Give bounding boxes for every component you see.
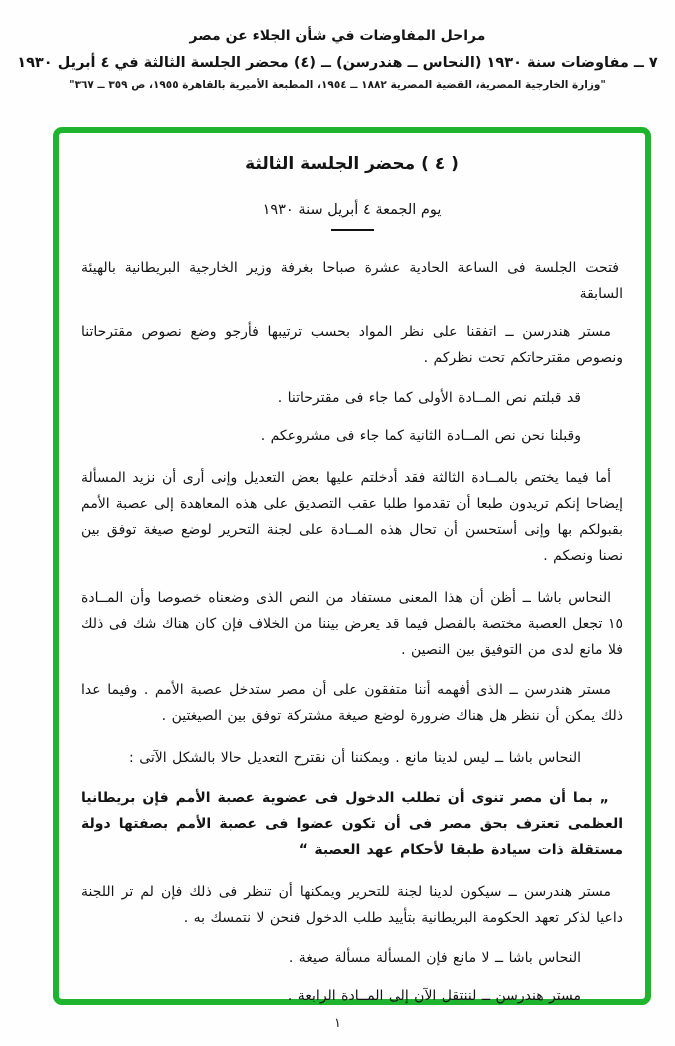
date-underline-rule [331,229,374,231]
paragraph-article-3: أما فيما يختص بالمــادة الثالثة فقد أدخلتم عليها بعض التعديل وإنى أرى أن نزيد المسألة إيضاحا إنكم تريدون طبعا أن تقدموا طلبا عقب التصديق على هذه المعاهدة إلى عصبة الأمم بقبولكم بها وإنى أستحسن أن تحال هذه المــادة على لجنة التحرير لوضع صيغة توفق بين نصنا ونصكم . [81,470,623,564]
paragraph-henderson-2: مستر هندرسن ــ الذى أفهمه أننا متفقون على أن مصر ستدخل عصبة الأمم . وفيما عدا ذلك يمكن أن ننظر هل هناك ضرورة لوضع صيغة مشتركة توفق بين الصيغتين . [81,682,623,724]
paragraph-proposed-amendment: „ بما أن مصر تنوى أن تطلب الدخول فى عضوية عصبة الأمم فإن بريطانيا العظمى تعترف بحق مصر فى أن تكون عضوا فى عصبة الأمم بصفتها دولة مستقلة ذات سيادة طبقا لأحكام عهد العصبة “ [81,790,623,858]
paragraph-nahhas-1: النحاس باشا ــ أظن أن هذا المعنى مستفاد من النص الذى وضعناه خصوصا وأن المــادة ١٥ تجعل العصبة مختصة بالفصل فيما قد يعرض بيننا من الخلاف فإن كان هناك شك فى ذلك فلا مانع لدى من التوفيق بين النصين . [81,590,623,658]
header-title: مراحل المفاوضات في شأن الجلاء عن مصر [189,28,486,44]
page-header [0,28,675,91]
paragraph-henderson-4: مستر هندرسن ــ لننتقل الآن إلى المــادة الرابعة . [287,988,581,1004]
paragraph-article-2: وقبلنا نحن نص المــادة الثانية كما جاء فى مشروعكم . [260,428,581,444]
session-date: يوم الجمعة ٤ أبريل سنة ١٩٣٠ [262,202,442,218]
paragraph-opening: فتحت الجلسة فى الساعة الحادية عشرة صباحا بغرفة وزير الخارجية البريطانية بالهيئة السابقة [81,260,623,302]
header-source-citation: "وزارة الخارجية المصرية، القضية المصرية ١٨٨٢ ــ ١٩٥٤، المطبعة الأميرية بالقاهرة ١٩٥٥، ص ٣٥٩ ــ ٣٦٧" [69,79,606,91]
session-title: ( ٤ ) محضر الجلسة الثالثة [245,154,459,174]
paragraph-nahhas-2: النحاس باشا ــ ليس لدينا مانع . ويمكننا أن نقترح التعديل حالا بالشكل الآتى : [129,750,581,766]
document-body [59,151,645,1009]
paragraph-henderson-3: مستر هندرسن ــ سيكون لدينا لجنة للتحرير ويمكنها أن تنظر فى ذلك فإن لم تر اللجنة داعيا لذكر تعهد الحكومة البريطانية بتأييد طلب الدخول فنحن لا نتمسك به . [81,884,623,926]
green-highlight-frame [53,127,651,1005]
header-subtitle: ٧ ــ مفاوضات سنة ١٩٣٠ (النحاس ــ هندرسن) ــ (٤) محضر الجلسة الثالثة في ٤ أبريل ١٩٣٠ [17,55,658,71]
paragraph-henderson-1: مستر هندرسن ــ اتفقنا على نظر المواد بحسب ترتيبها فأرجو وضع نصوص مقترحاتنا ونصوص مقترحاتكم تحت نظركم . [81,324,623,366]
paragraph-nahhas-3: النحاس باشا ــ لا مانع فإن المسألة مسألة صيغة . [288,950,581,966]
page-number: ١ [334,1016,341,1031]
paragraph-article-1: قد قبلتم نص المــادة الأولى كما جاء فى مقترحاتنا . [277,390,581,406]
